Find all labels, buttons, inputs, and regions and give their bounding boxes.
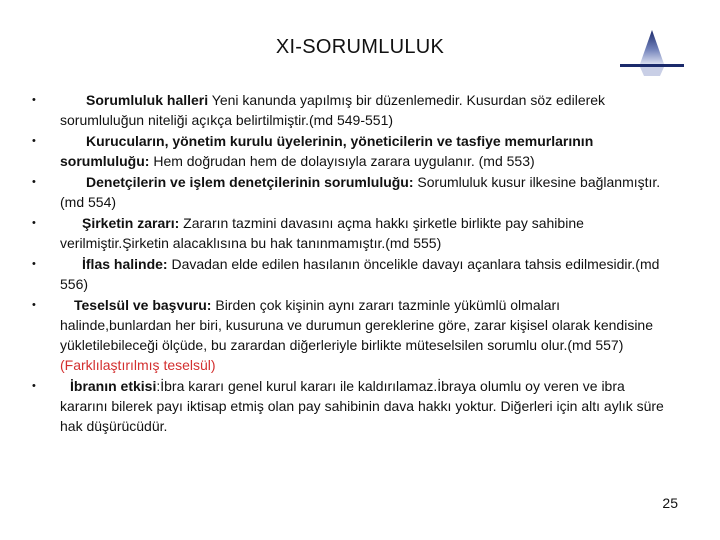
list-item (32, 376, 664, 436)
bullet-dot: • (32, 176, 36, 188)
item-note-red: (Farklılaştırılmış teselsül) (60, 357, 216, 373)
list-item (32, 172, 664, 212)
bullet-dot: • (32, 299, 36, 311)
item-heading: Denetçilerin ve işlem denetçilerinin sorumluluğu: (86, 174, 414, 190)
item-text: Zararın tazmini davasını açma hakkı şirketle birlikte pay sahibine verilmiştir.Şirketin alacaklısına bu hak tanınmamıştır.(md 555) (60, 215, 584, 251)
balance-scale-logo (616, 28, 688, 82)
bullet-dot: • (32, 217, 36, 229)
item-heading: Teselsül ve başvuru: (74, 297, 212, 313)
list-item (32, 213, 664, 253)
item-heading: İbranın etkisi (70, 378, 157, 394)
bullet-dot: • (32, 135, 36, 147)
item-text: Sorumluluk kusur ilkesine bağlanmıştır.(md 554) (60, 174, 661, 210)
item-text: Hem doğrudan hem de dolayısıyla zarara uygulanır. (md 553) (149, 153, 535, 169)
page-number: 25 (662, 495, 678, 511)
item-heading: Kurucuların, yönetim kurulu üyelerinin, yöneticilerin ve tasfiye memurlarının sorumluluğu: (60, 133, 594, 169)
bullet-dot: • (32, 380, 36, 392)
item-heading: İflas halinde: (82, 256, 168, 272)
item-heading: Sorumluluk halleri (86, 92, 209, 108)
list-item (32, 131, 664, 171)
list-item (32, 90, 664, 130)
item-text: Davadan elde edilen hasılanın öncelikle davayı açanlara tahsis edilmesidir.(md 556) (60, 256, 660, 292)
list-item (32, 254, 664, 294)
item-text: :İbra kararı genel kurul kararı ile kaldırılamaz.İbraya olumlu oy veren ve ibra kararını bilerek payı iktisap etmiş olan pay sahibinin dava hakkı yoktur. Diğerleri için altı aylık süre hak düşürücüdür. (60, 378, 664, 434)
bullet-dot: • (32, 258, 36, 270)
item-heading: Şirketin zararı: (82, 215, 180, 231)
list-item (32, 295, 664, 375)
bullet-list (32, 90, 664, 437)
slide-title: XI-SORUMLULUK (275, 36, 445, 58)
bullet-dot: • (32, 94, 36, 106)
item-text: Yeni kanunda yapılmış bir düzenlemedir. Kusurdan söz edilerek sorumluluğun niteliği açıkça belirtilmiştir.(md 549-551) (60, 92, 606, 128)
item-text: Birden çok kişinin aynı zararı tazminle yükümlü olmaları halinde,bunlardan her biri, kusuruna ve durumun gereklerine göre, zarar kişisel olarak kendisine yükletilebileceği ölçüde, bu zarardan diğerleriyle birlikte müteselsilen sorumlu olur.(md 557) (60, 297, 653, 353)
